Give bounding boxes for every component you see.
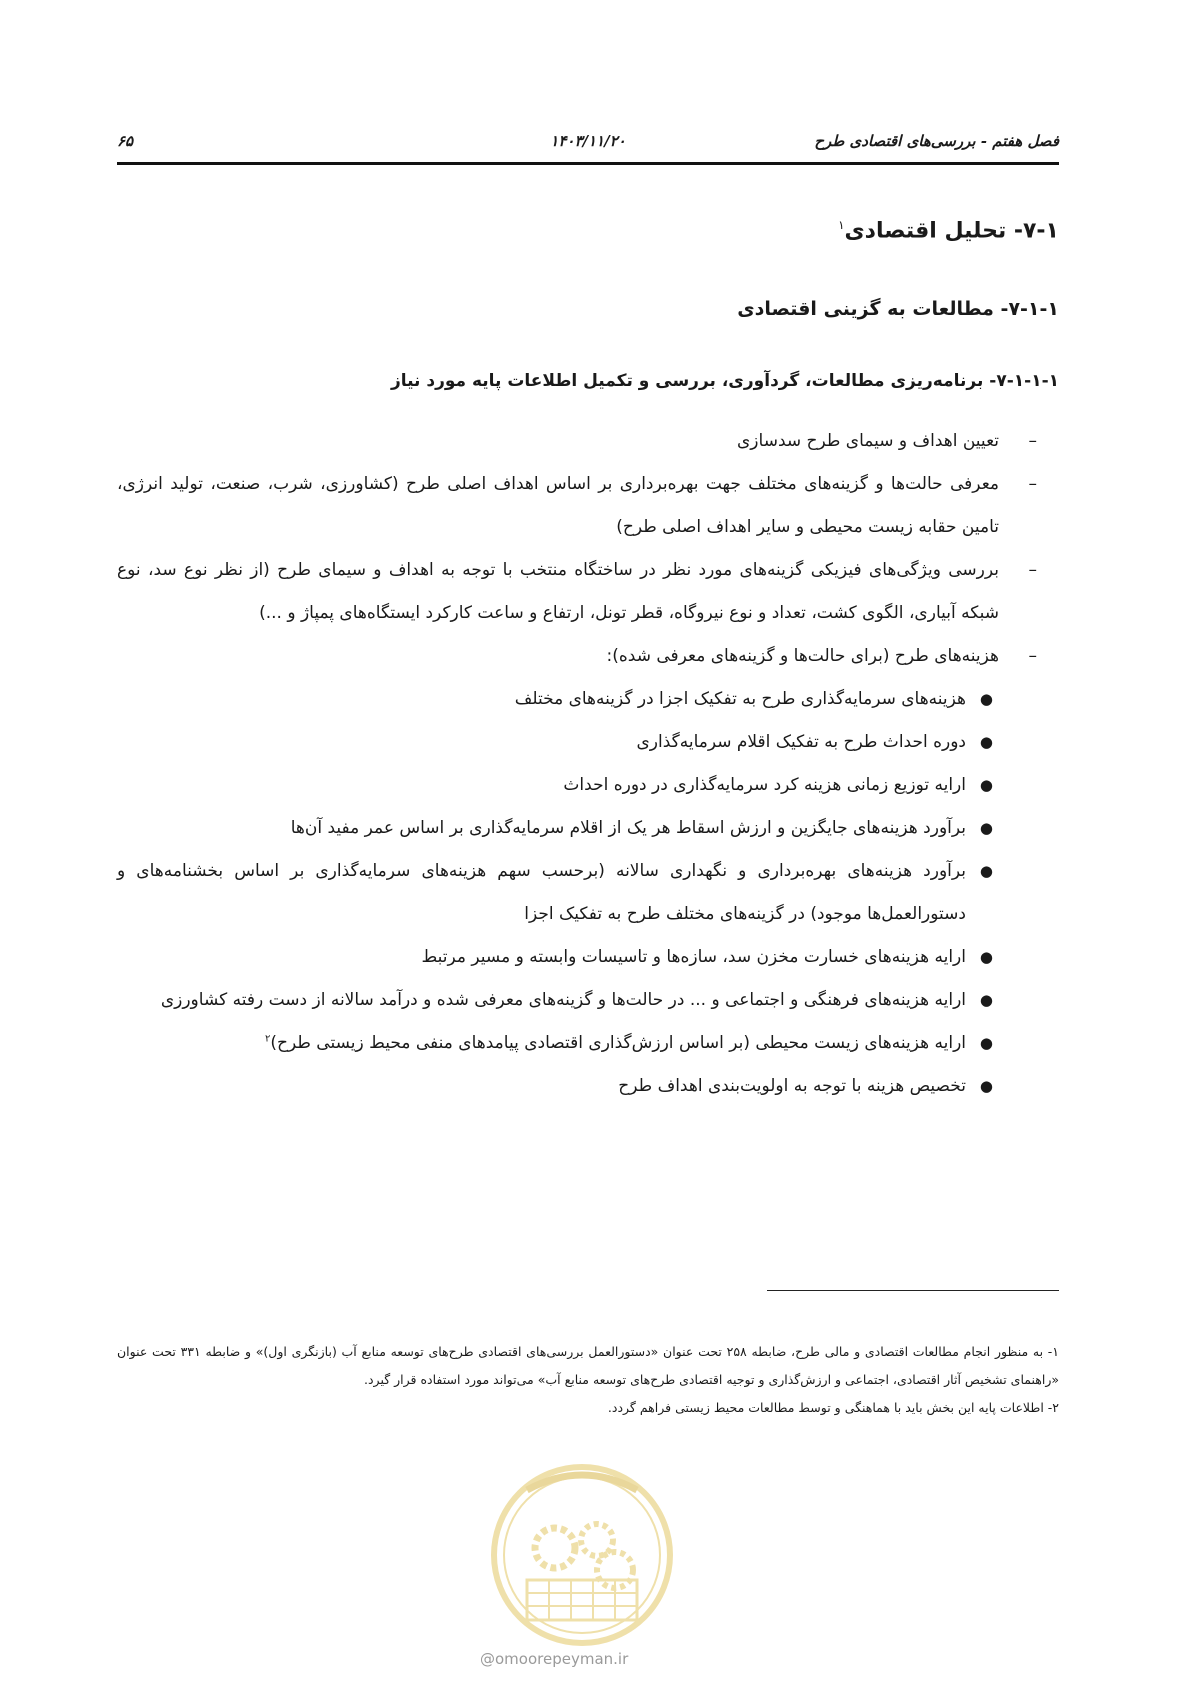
bullet-list-item bbox=[117, 721, 1059, 764]
dash-list-item bbox=[117, 635, 1059, 678]
bullet-item-text: ارایه هزینه‌های خسارت مخزن سد، سازه‌ها و تاسیسات وابسته و مسیر مرتبط bbox=[421, 947, 966, 967]
header-date: ۱۴۰۳/۱۱/۲۰ bbox=[550, 132, 626, 150]
footnotes bbox=[117, 1338, 1059, 1422]
page-header bbox=[117, 128, 1059, 154]
dash-list-item bbox=[117, 549, 1059, 635]
dash-item-text: تعیین اهداف و سیمای طرح سدسازی bbox=[737, 431, 999, 451]
seal-logo-icon bbox=[487, 1450, 677, 1660]
bullet-list-item bbox=[117, 807, 1059, 850]
bullet-item-text: ارایه هزینه‌های فرهنگی و اجتماعی و ... در حالت‌ها و گزینه‌های معرفی شده و درآمد سالانه از دست رفته کشاورزی bbox=[160, 990, 966, 1010]
dash-list-item bbox=[117, 420, 1059, 463]
footnote-1: ۱- به منظور انجام مطالعات اقتصادی و مالی طرح، ضابطه ۲۵۸ تحت عنوان «دستورالعمل بررسی‌های اقتصادی طرح‌های توسعه منابع آب (بازنگری اول)» و ضابطه ۳۳۱ تحت عنوان «راهنمای تشخیص آثار اقتصادی، اجتماعی و ارزش‌گذاری و توجیه اقتصادی طرح‌های توسعه منابع آب» می‌تواند مورد استفاده قرار گیرد. bbox=[117, 1344, 1059, 1387]
dash-marker: – bbox=[1028, 474, 1037, 494]
bullet-marker: ● bbox=[979, 1077, 993, 1095]
bullet-list-item bbox=[117, 1022, 1059, 1065]
footnote-ref-2[interactable]: ۲ bbox=[265, 1033, 271, 1045]
bullet-list-item bbox=[117, 936, 1059, 979]
bullet-item-text: هزینه‌های سرمایه‌گذاری طرح به تفکیک اجزا در گزینه‌های مختلف bbox=[514, 689, 966, 709]
footnote-2: ۲- اطلاعات پایه این بخش باید با هماهنگی و توسط مطالعات محیط زیستی فراهم گردد. bbox=[607, 1400, 1059, 1415]
bullet-marker: ● bbox=[979, 948, 993, 966]
section-heading-7-1-1-1: ۷-۱-۱-۱- برنامه‌ریزی مطالعات، گردآوری، بررسی و تکمیل اطلاعات پایه مورد نیاز bbox=[390, 371, 1059, 391]
bullet-marker: ● bbox=[979, 733, 993, 751]
section-heading-7-1 bbox=[838, 218, 1059, 243]
bullet-list-item bbox=[117, 764, 1059, 807]
bullet-list-item bbox=[117, 1065, 1059, 1108]
bullet-list-item bbox=[117, 850, 1059, 936]
dash-item-text: بررسی ویژگی‌های فیزیکی گزینه‌های مورد نظر در ساختگاه منتخب با توجه به اهداف و سیمای طرح (از نظر نوع سد، نوع شبکه آبیاری، الگوی کشت، تعداد و نوع نیروگاه، قطر تونل، ارتفاع و ساعت کارکرد ایستگاه‌های پمپاژ و ...) bbox=[117, 560, 999, 623]
header-divider bbox=[117, 162, 1059, 166]
bullet-list-item bbox=[117, 979, 1059, 1022]
dash-item-text: هزینه‌های طرح (برای حالت‌ها و گزینه‌های معرفی شده): bbox=[606, 646, 999, 666]
body-content bbox=[117, 420, 1059, 1108]
dash-marker: – bbox=[1028, 646, 1037, 666]
watermark-seal bbox=[487, 1450, 677, 1660]
bullet-marker: ● bbox=[979, 1034, 993, 1052]
watermark-url-text: omoorepeyman.ir bbox=[495, 1650, 629, 1668]
bullet-marker: ● bbox=[979, 819, 993, 837]
bullet-item-text: ارایه هزینه‌های زیست محیطی (بر اساس ارزش‌گذاری اقتصادی پیامدهای منفی محیط زیستی طرح) bbox=[270, 1033, 966, 1053]
bullet-list-item bbox=[117, 678, 1059, 721]
bullet-marker: ● bbox=[979, 776, 993, 794]
dash-marker: – bbox=[1028, 560, 1037, 580]
page-number: ۶۵ bbox=[117, 132, 134, 150]
footnote-divider bbox=[767, 1290, 1059, 1291]
bullet-item-text: تخصیص هزینه با توجه به اولویت‌بندی اهداف طرح bbox=[618, 1076, 966, 1096]
bullet-item-text: ارایه توزیع زمانی هزینه کرد سرمایه‌گذاری در دوره احداث bbox=[563, 775, 966, 795]
bullet-item-text: برآورد هزینه‌های جایگزین و ارزش اسقاط هر یک از اقلام سرمایه‌گذاری بر اساس عمر مفید آن‌ها bbox=[290, 818, 966, 838]
bullet-item-text: برآورد هزینه‌های بهره‌برداری و نگهداری سالانه (برحسب سهم هزینه‌های سرمایه‌گذاری بر اساس بخشنامه‌های و دستورالعمل‌ها موجود) در گزینه‌های مختلف طرح به تفکیک اجزا bbox=[117, 861, 966, 924]
footnote-ref-1[interactable]: ۱ bbox=[838, 218, 845, 232]
at-sign-icon: @ bbox=[480, 1650, 495, 1668]
dash-item-text: معرفی حالت‌ها و گزینه‌های مختلف جهت بهره‌برداری بر اساس اهداف اصلی طرح (کشاورزی، شرب، صنعت، تولید انرژی، تامین حقابه زیست محیطی و سایر اهداف اصلی طرح) bbox=[117, 474, 999, 537]
bullet-marker: ● bbox=[979, 690, 993, 708]
section-heading-text: ۷-۱- تحلیل اقتصادی bbox=[844, 218, 1059, 244]
watermark-url bbox=[480, 1650, 628, 1668]
bullet-item-text: دوره احداث طرح به تفکیک اقلام سرمایه‌گذاری bbox=[636, 732, 966, 752]
bullet-marker: ● bbox=[979, 991, 993, 1009]
bullet-marker: ● bbox=[979, 862, 993, 880]
dash-marker: – bbox=[1028, 431, 1037, 451]
section-heading-7-1-1: ۷-۱-۱- مطالعات به گزینی اقتصادی bbox=[737, 298, 1059, 320]
chapter-title: فصل هفتم - بررسی‌های اقتصادی طرح bbox=[814, 132, 1059, 150]
dash-list-item bbox=[117, 463, 1059, 549]
